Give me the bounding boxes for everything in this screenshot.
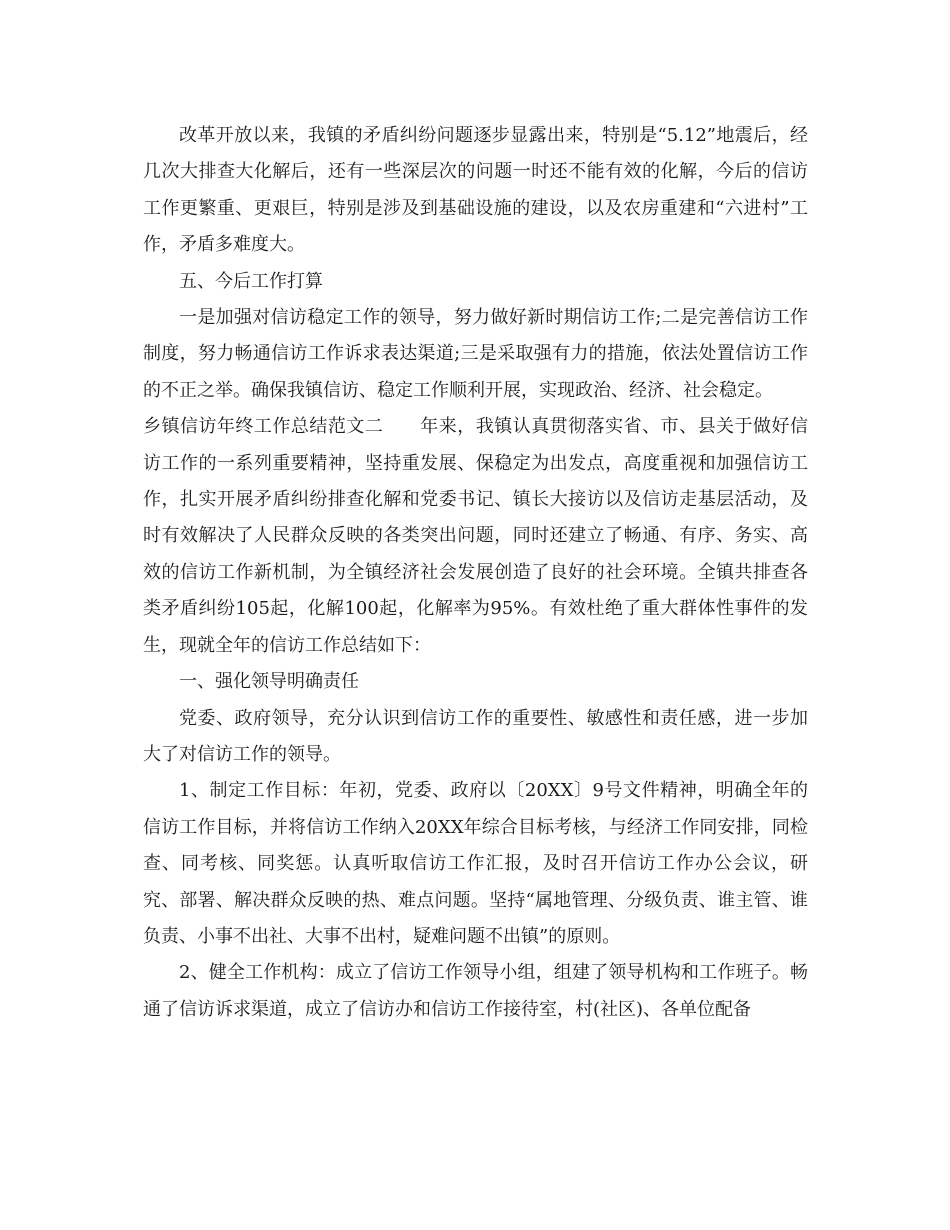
paragraph: 乡镇信访年终工作总结范文二 年来，我镇认真贯彻落实省、市、县关于做好信访工作的一系列重要精神，坚持重发展、保稳定为出发点，高度重视和加强信访工作，扎实开展矛盾纠纷排查化解和党委书记、镇长大接访以及信访走基层活动，及时有效解决了人民群众反映的各类突出问题，同时还建立了畅通、有序、务实、高效的信访工作新机制，为全镇经济社会发展创造了良好的社会环境。全镇共排查各类矛盾纠纷105起，化解100起，化解率为95%。有效杜绝了重大群体性事件的发生，现就全年的信访工作总结如下： bbox=[143, 416, 808, 656]
paragraph: 改革开放以来，我镇的矛盾纠纷问题逐步显露出来，特别是“5.12”地震后，经几次大排查大化解后，还有一些深层次的问题一时还不能有效的化解，今后的信访工作更繁重、更艰巨，特别是涉及到基础设施的建设，以及农房重建和“六进村”工作，矛盾多难度大。 bbox=[143, 125, 808, 256]
paragraph: 党委、政府领导，充分认识到信访工作的重要性、敏感性和责任感，进一步加大了对信访工作的领导。 bbox=[143, 707, 808, 765]
section-heading: 五、今后工作打算 bbox=[179, 270, 323, 292]
document-body bbox=[143, 118, 808, 1028]
section-heading: 一、强化领导明确责任 bbox=[179, 671, 359, 693]
paragraph: 1、制定工作目标：年初，党委、政府以〔20XX〕9号文件精神，明确全年的信访工作目标，并将信访工作纳入20XX年综合目标考核，与经济工作同安排，同检查、同考核、同奖惩。认真听取信访工作汇报，及时召开信访工作办公会议，研究、部署、解决群众反映的热、难点问题。坚持“属地管理、分级负责、谁主管、谁负责、小事不出社、大事不出村，疑难问题不出镇”的原则。 bbox=[143, 780, 808, 947]
paragraph: 2、健全工作机构：成立了信访工作领导小组，组建了领导机构和工作班子。畅通了信访诉求渠道，成立了信访办和信访工作接待室，村(社区)、各单位配备 bbox=[143, 962, 808, 1020]
paragraph: 一是加强对信访稳定工作的领导，努力做好新时期信访工作;二是完善信访工作制度，努力畅通信访工作诉求表达渠道;三是采取强有力的措施，依法处置信访工作的不正之举。确保我镇信访、稳定工作顺利开展，实现政治、经济、社会稳定。 bbox=[143, 307, 808, 401]
